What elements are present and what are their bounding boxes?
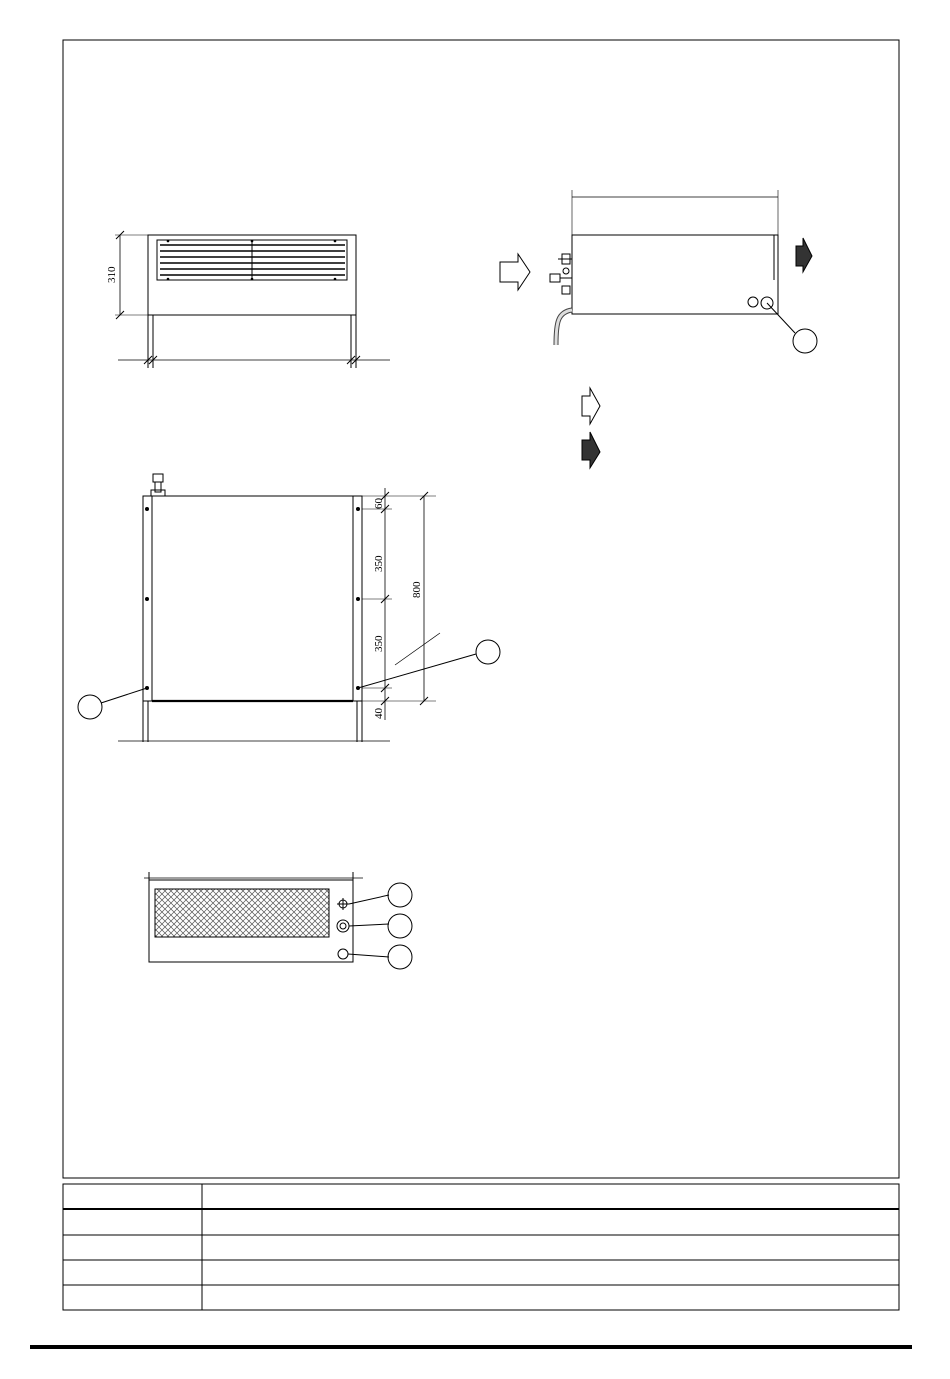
valve-icon <box>550 254 572 294</box>
page-frame <box>63 40 899 1178</box>
side-view <box>550 190 817 353</box>
rear-view <box>144 872 412 969</box>
callout-plan-right <box>476 640 500 664</box>
plan-dim-bottom: 40 <box>373 708 385 719</box>
plan-dim-mid1: 350 <box>373 555 385 572</box>
legend-table <box>63 1184 899 1310</box>
callout-rear-3 <box>388 945 412 969</box>
callout-rear-1 <box>388 883 412 907</box>
plan-view <box>78 474 500 742</box>
hollow-arrow-right-icon <box>500 254 530 290</box>
callout-rear-2 <box>388 914 412 938</box>
rear-grille-mesh <box>155 889 329 937</box>
plan-dim-total: 800 <box>411 581 423 598</box>
callout-plan-left <box>78 695 102 719</box>
solid-arrow-right-icon <box>796 238 812 272</box>
plan-dim-mid2: 350 <box>373 635 385 652</box>
plan-dim-top: 60 <box>373 498 385 509</box>
legend-outlet-arrow <box>582 432 600 468</box>
front-view <box>115 231 390 368</box>
front-height-label: 310 <box>106 266 118 283</box>
valve-icon <box>337 898 349 959</box>
callout-side <box>793 329 817 353</box>
legend-inlet-arrow <box>582 388 600 424</box>
